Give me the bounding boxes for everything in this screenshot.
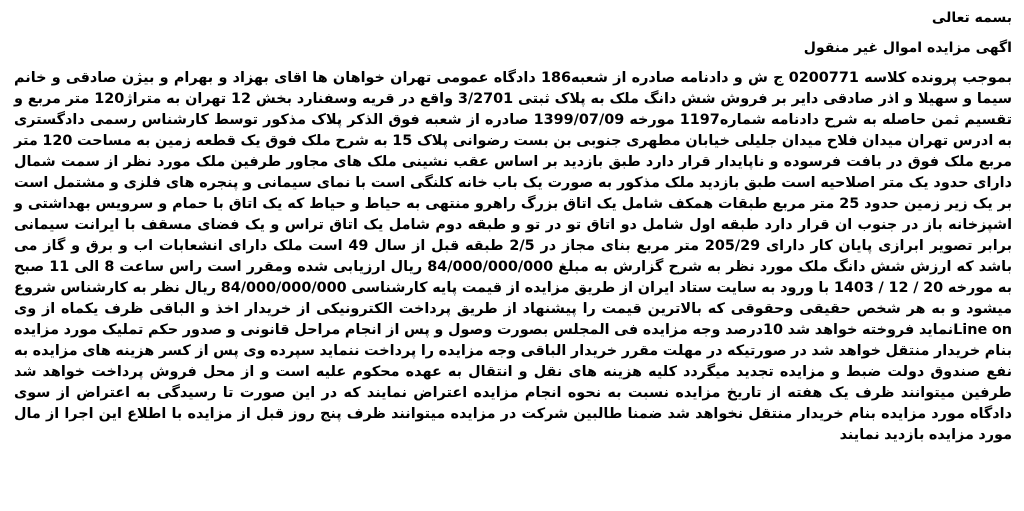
notice-heading: بسمه تعالی [931, 10, 1012, 26]
notice-title: اگهی مزایده اموال غیر منقول [803, 40, 1012, 56]
notice-body: بموجب پرونده کلاسه 0200771 ج ش و دادنامه صادره از شعبه186 دادگاه عمومی تهران خواهان ها اقای بهزاد و بهرام و بیژن صادقی و خانم سیما و سهیلا و اذر صادقی دایر بر فروش شش دانگ ملک به پلاک ثبتی 3/2701 واقع در قریه وسفنارد بخش 12 تهران به متراژ120 متر مربع و تقسیم ثمن حاصله به شرح دادنامه شماره1197 مورخه 1399/07/09 صادره از شعبه فوق الذکر پلاک مذکور توسط کارشناس رسمی دادگستری به ادرس تهران میدان فلاح میدان جلیلی خیابان مطهری جنوبی بن بست رضوانی پلاک 15 به شرح ملک فوق یک قطعه زمین به مساحت 120 متر مربع ملک فوق در بافت فرسوده و ناپایدار قرار دارد طبق بازدید بر اساس عقب نشینی ملک های مجاور طرفین ملک مورد نظر از سمت شمال دارای حدود یک متر اصلاحیه است طبق بازدید ملک مذکور به صورت یک باب خانه کلنگی است با نمای سیمانی و پنجره های فلزی و مشتمل است بر یک زیر زمین حدود 25 متر مربع طبقات همکف شامل یک اتاق بزرگ راهرو منتهی به حیاط و حیاط که یک اتاق با حمام و سرویس بهداشتی و اشپزخانه باز در جنوب ان قرار دارد طبقه اول شامل دو اتاق تو در تو و طبقه دوم شامل یک اتاق تراس و یک فضای مسقف با ایرانت سیمانی برابر تصویر ابرازی پایان کار دارای 205/29 متر مربع بنای مجاز در 2/5 طبقه قبل از سال 49 است ملک دارای انشعابات اب و برق و گاز می باشد که ارزش شش دانگ ملک مورد نظر به شرح گزارش به مبلغ 84/000/000/000 ریال ارزیابی شده ومقرر است راس ساعت 8 الی 11 صبح به مورخه 20 / 12 / 1403 با ورود به سایت ستاد ایران از طریق مزایده از قیمت پایه کارشناسی 84/000/000/000 ریال نظر به کارشناس شروع میشود و به هر شخص حقیقی وحقوقی که بالاترین قیمت را پیشنهاد از طریق پرداخت الکترونیکی از خریدار اخذ و الباقی ظرف یکماه از وی Line onنماید فروخته خواهد شد 10درصد وجه مزایده فی المجلس بصورت وصول و پس از انجام مراحل قانونی و صدور حکم تملیک مورد مزایده بنام خریدار منتقل خواهد شد در صورتیکه در مهلت مقرر خریدار الباقی وجه مزایده را پرداخت ننماید سپرده وی پس از کسر هزینه های مزایده به نفع صندوق دولت ضبط و مزایده تجدید میگردد کلیه هزینه های نقل و انتقال به عهده محکوم علیه است و از محل فروش پرداخت خواهد شد طرفین میتوانند ظرف یک هفته از تاریخ مزایده نسبت به نحوه انجام مزایده اعتراض نمایند که در این صورت تا رسیدگی به اعتراض از سوی دادگاه مورد مزایده بنام خریدار منتقل نخواهد شد ضمنا طالبین شرکت در مزایده میتوانند ظرف پنج روز قبل از مزایده با اطلاع این اجرا از مال مورد مزایده بازدید نمایند [14, 70, 1013, 443]
